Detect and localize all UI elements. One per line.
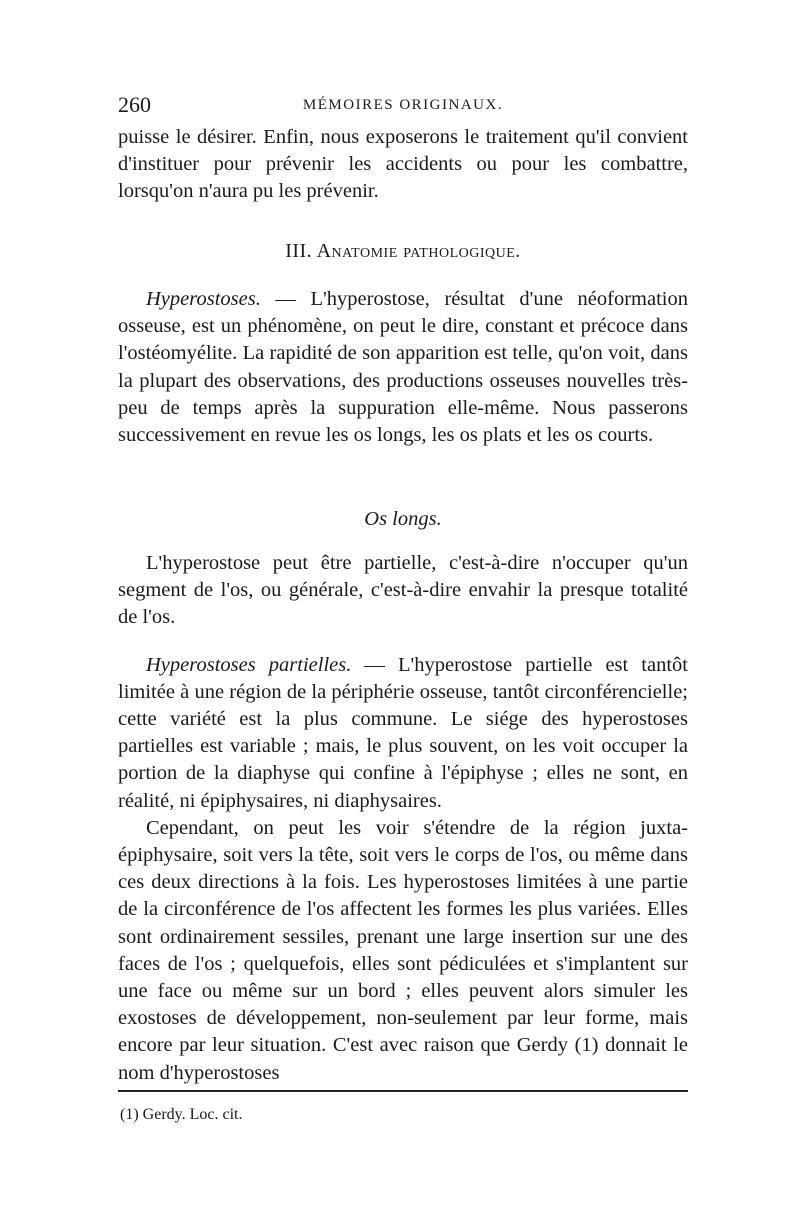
paragraph-hyperostose-partielle: L'hyperostose peut être partielle, c'est-à-dire n'occuper qu'un segment de l'os, ou générale, c'est-à-dire envahir la presque totalité de l'os. bbox=[118, 552, 688, 629]
paragraph-hyperostoses-partielles bbox=[118, 652, 688, 815]
text-block-hyperostoses bbox=[118, 286, 688, 449]
text-block-top bbox=[118, 124, 688, 206]
paragraph-text: — L'hyperostose, résultat d'une néoformation osseuse, est un phénomène, on peut le dire, constant et précoce dans l'ostéomyélite. La rapidité de son apparition est telle, qu'on voit, dans la plupart des observations, des productions osseuses nouvelles très-peu de temps après la suppuration elle-même. Nous passerons successivement en revue les os longs, les os plats et les os courts. bbox=[118, 288, 688, 447]
paragraph-label: Hyperostoses. bbox=[146, 288, 261, 310]
paragraph-hyperostoses bbox=[118, 286, 688, 449]
subheading-os-longs: Os longs. bbox=[364, 508, 442, 530]
running-title: MÉMOIRES ORIGINAUX. bbox=[302, 97, 504, 113]
footnote: (1) Gerdy. Loc. cit. bbox=[120, 1106, 243, 1123]
text-block-main bbox=[118, 550, 688, 1087]
paragraph-label: Hyperostoses partielles. bbox=[146, 653, 352, 676]
paragraph-cependant: Cependant, on peut les voir s'étendre de la région juxta-épiphysaire, soit vers la tête, soit vers le corps de l'os, ou même dans ces deux directions à la fois. Les hyperostoses limitées à une partie de la circonférence de l'os affectent les formes les plus variées. Elles sont ordinairement sessiles, prenant une large insertion sur une des faces de l'os ; quelquefois, elles sont pédiculées et s'implantent sur une face ou même sur un bord ; elles peuvent alors simuler les exostoses de développement, non-seulement par leur forme, mais encore par leur situation. C'est avec raison que Gerdy (1) donnait le nom d'hyperostoses bbox=[118, 816, 688, 1084]
section-title: III. Anatomie pathologique. bbox=[285, 240, 521, 262]
paragraph-text: — L'hyperostose partielle est tantôt limitée à une région de la périphérie osseuse, tantôt circonférencielle; cette variété est la plus commune. Le siége des hyperostoses partielles est variable ; mais, le plus souvent, on les voit occuper la portion de la diaphyse qui confine à l'épiphyse ; elles ne sont, en réalité, ni épiphysaires, ni diaphysaires. bbox=[118, 653, 688, 812]
section-heading-block bbox=[118, 238, 688, 265]
page-number: 260 bbox=[118, 92, 151, 117]
page-header bbox=[118, 92, 688, 126]
footnote-rule bbox=[118, 1090, 688, 1092]
subheading-block bbox=[118, 506, 688, 533]
paragraph-continuation: puisse le désirer. Enfin, nous exposerons le traitement qu'il convient d'instituer pour prévenir les accidents ou pour les combattre, lorsqu'on n'aura pu les prévenir. bbox=[118, 126, 688, 203]
